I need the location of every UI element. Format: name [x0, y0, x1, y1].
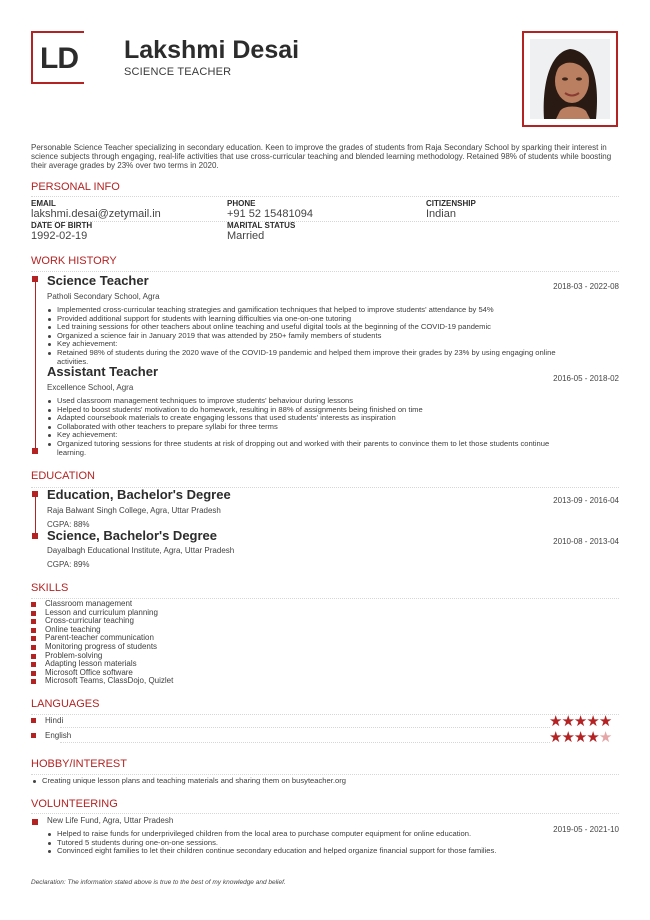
degree-title: Science, Bachelor's Degree — [47, 528, 218, 543]
section-divider — [31, 774, 619, 775]
list-item: Helped to boost students' motivation to do homework, resulting in 88% of assignments being finished on time — [57, 406, 557, 415]
phone-value: +91 52 15481094 — [227, 208, 313, 220]
logo-gap — [83, 38, 87, 76]
professional-summary: Personable Science Teacher specializing in secondary education. Keen to improve the grades of students from Raja Secondary School by sparking their interest in science subjects through engaging, real-life activities that use cross-curricular teaching and blended learning methodology. Retained 98% of students while boosting their average grades by 23% over two terms in 2020. — [31, 143, 612, 170]
list-item: Organized a science fair in January 2019 that was attended by 250+ family members of students — [57, 332, 557, 341]
gpa: CGPA: 89% — [47, 560, 90, 569]
section-title-skills: SKILLS — [31, 582, 69, 594]
school-name: Raja Balwant Singh College, Agra, Uttar Pradesh — [47, 506, 221, 515]
list-item: Microsoft Teams, ClassDojo, Quizlet — [31, 677, 173, 686]
list-item: Provided additional support for students with learning difficulties via one-on-one tutoring — [57, 315, 557, 324]
profile-photo — [530, 39, 610, 119]
gpa: CGPA: 88% — [47, 520, 90, 529]
school-name: Dayalbagh Educational Institute, Agra, Uttar Pradesh — [47, 546, 235, 555]
section-divider — [31, 813, 619, 814]
timeline-marker — [32, 276, 38, 282]
language-name: English — [31, 731, 71, 740]
section-title-work-history: WORK HISTORY — [31, 255, 117, 267]
timeline-line — [35, 492, 36, 538]
list-item: Retained 98% of students during the 2020 wave of the COVID-19 pandemic and helped them improve their grades by 23% by using engaging online activities. — [57, 347, 556, 366]
logo-initials: LD — [40, 42, 78, 75]
marital-value: Married — [227, 230, 265, 242]
education-dates: 2013-09 - 2016-04 — [553, 496, 619, 505]
language-rating-stars — [549, 730, 611, 745]
star-filled-icon: ★ — [586, 729, 599, 746]
job-organization: Excellence School, Agra — [47, 383, 134, 392]
star-filled-icon: ★ — [549, 729, 562, 746]
list-item: Parent-teacher communication — [31, 634, 173, 643]
section-title-languages: LANGUAGES — [31, 698, 100, 710]
list-item: Helped to raise funds for underprivileged children from the local area to purchase computer equipment for online education. — [57, 830, 527, 839]
list-item: Problem-solving — [31, 652, 173, 661]
email-label: EMAIL — [31, 199, 56, 208]
section-divider — [31, 271, 619, 272]
star-filled-icon: ★ — [549, 713, 562, 730]
list-item: Organized tutoring sessions for three students at risk of dropping out and worked with their parents to convince them to let those students continue learning. — [57, 440, 557, 457]
list-item: Adapted coursebook materials to create engaging lessons that used students' interests as inspiration — [57, 414, 557, 423]
citizenship-value: Indian — [426, 208, 456, 220]
timeline-marker — [32, 491, 38, 497]
list-item: Microsoft Office software — [31, 669, 173, 678]
job-organization: Patholi Secondary School, Agra — [47, 292, 160, 301]
skills-list — [31, 600, 173, 686]
language-rating-stars — [549, 714, 611, 729]
info-divider — [31, 221, 619, 222]
list-item: Key achievement: — [57, 431, 557, 440]
marital-label: MARITAL STATUS — [227, 221, 296, 230]
list-item: Cross-curricular teaching — [31, 617, 173, 626]
list-item: Used classroom management techniques to improve students' behaviour during lessons — [57, 397, 557, 406]
language-divider — [60, 742, 550, 743]
star-filled-icon: ★ — [598, 713, 612, 730]
candidate-title: SCIENCE TEACHER — [124, 66, 232, 78]
star-filled-icon: ★ — [586, 713, 599, 730]
dob-label: DATE OF BIRTH — [31, 221, 93, 230]
volunteer-organization: New Life Fund, Agra, Uttar Pradesh — [47, 816, 174, 825]
star-filled-icon: ★ — [573, 729, 587, 746]
email-value: lakshmi.desai@zetymail.in — [31, 208, 161, 220]
job-title: Science Teacher — [47, 273, 149, 288]
list-item: Classroom management — [31, 600, 173, 609]
portrait-image — [530, 39, 610, 119]
education-dates: 2010-08 - 2013-04 — [553, 537, 619, 546]
star-filled-icon: ★ — [561, 729, 574, 746]
section-divider — [31, 196, 619, 197]
job-bullets — [57, 306, 557, 366]
section-title-volunteering: VOLUNTEERING — [31, 798, 118, 810]
list-item: Adapting lesson materials — [31, 660, 173, 669]
job-dates: 2016-05 - 2018-02 — [553, 374, 619, 383]
volunteer-bullets — [57, 830, 527, 856]
job-dates: 2018-03 - 2022-08 — [553, 282, 619, 291]
degree-title: Education, Bachelor's Degree — [47, 487, 231, 502]
section-title-education: EDUCATION — [31, 470, 95, 482]
star-filled-icon: ★ — [561, 713, 574, 730]
list-item: Monitoring progress of students — [31, 643, 173, 652]
declaration: Declaration: The information stated above is true to the best of my knowledge and belief. — [31, 879, 286, 886]
star-filled-icon: ★ — [573, 713, 587, 730]
list-item: Implemented cross-curricular teaching strategies and gamification techniques that helped to improve students' attendance by 54% — [57, 306, 557, 315]
job-bullets — [57, 397, 557, 457]
list-item: Key achievement: — [57, 340, 557, 349]
volunteer-dates: 2019-05 - 2021-10 — [553, 825, 619, 834]
list-item: Lesson and curriculum planning — [31, 609, 173, 618]
candidate-name: Lakshmi Desai — [124, 36, 300, 64]
timeline-marker — [32, 448, 38, 454]
section-divider — [31, 714, 619, 715]
language-divider — [60, 727, 550, 728]
timeline-marker — [32, 819, 38, 825]
timeline-line — [35, 277, 36, 454]
list-item: Collaborated with other teachers to prepare syllabi for three terms — [57, 423, 557, 432]
section-title-personal-info: PERSONAL INFO — [31, 181, 120, 193]
timeline-marker — [32, 533, 38, 539]
list-item: Convinced eight families to let their children continue secondary education and helped organize financial support for those families. — [57, 847, 527, 856]
language-name: Hindi — [31, 716, 63, 725]
phone-label: PHONE — [227, 199, 256, 208]
job-title: Assistant Teacher — [47, 364, 159, 379]
section-title-hobby: HOBBY/INTEREST — [31, 758, 127, 770]
citizenship-label: CITIZENSHIP — [426, 199, 476, 208]
list-item: Tutored 5 students during one-on-one sessions. — [57, 839, 527, 848]
dob-value: 1992-02-19 — [31, 230, 88, 242]
list-item: Creating unique lesson plans and teaching materials and sharing them on busyteacher.org — [42, 777, 602, 786]
hobby-list — [42, 777, 602, 786]
star-empty-icon: ★ — [598, 729, 612, 746]
list-item: Online teaching — [31, 626, 173, 635]
list-item: Led training sessions for other teachers about online teaching and useful digital tools at the beginning of the COVID-19 pandemic — [57, 323, 557, 332]
